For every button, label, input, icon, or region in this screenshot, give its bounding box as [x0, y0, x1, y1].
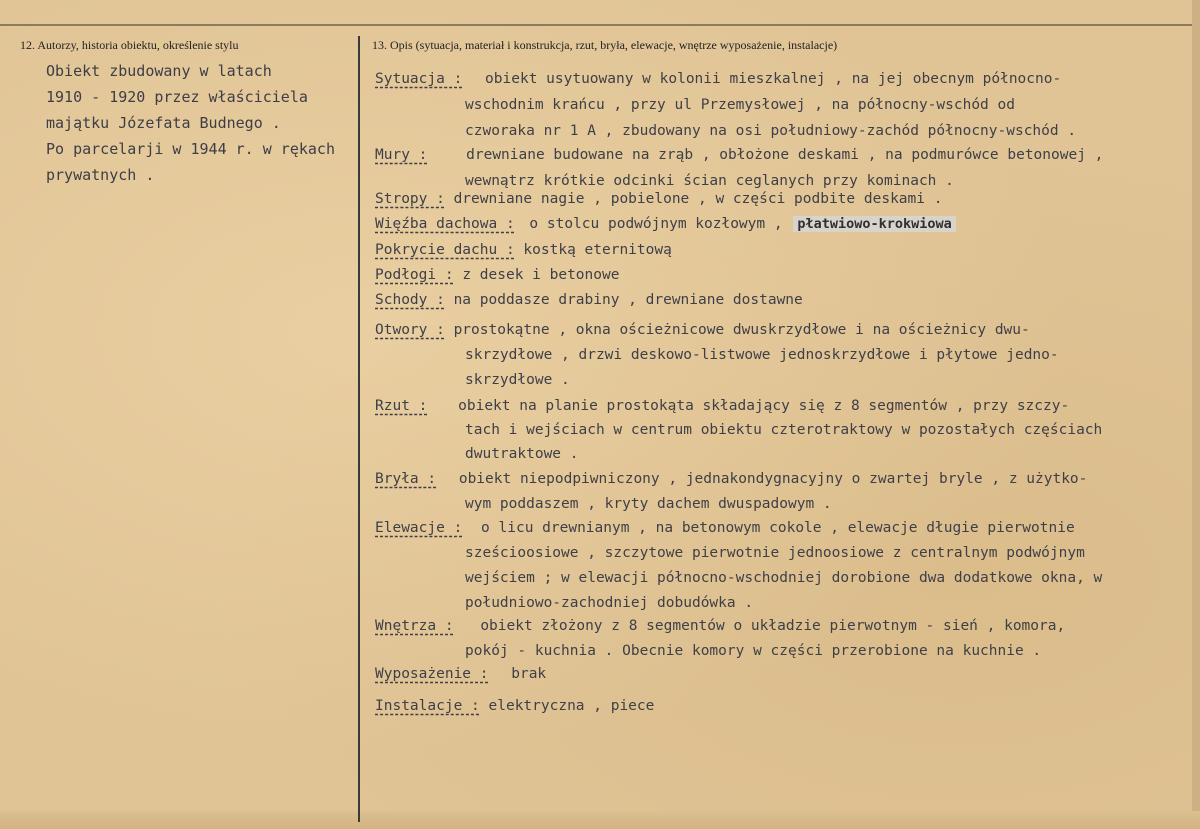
- otwory-line: skrzydłowe , drzwi deskowo-listwowe jednoskrzydłowe i płytowe jedno-: [465, 347, 1059, 363]
- podlogi-text: z desek i betonowe: [462, 267, 620, 283]
- section-elewacje: [375, 516, 1102, 616]
- section-pokrycie: [375, 242, 672, 258]
- history-line: majątku Józefata Budnego .: [46, 114, 281, 132]
- sytuacja-line: wschodnim krańcu , przy ul Przemysłowej , na północny-wschód od: [465, 97, 1015, 113]
- otwory-label: Otwory :: [375, 322, 445, 338]
- wnetrza-line: obiekt złożony z 8 segmentów o układzie pierwotnym - sień , komora,: [480, 618, 1066, 634]
- mury-line: wewnątrz krótkie odcinki ścian ceglanych przy kominach .: [465, 173, 954, 189]
- elewacje-line: sześcioosiowe , szczytowe pierwotnie jednoosiowe z centralnym podwójnym: [465, 545, 1085, 561]
- instalacje-text: elektryczna , piece: [488, 698, 655, 714]
- pokrycie-label: Pokrycie dachu :: [375, 242, 515, 258]
- section-wnetrza: [375, 614, 1065, 664]
- rzut-line: dwutraktowe .: [465, 446, 579, 462]
- section-mury: [375, 142, 1103, 194]
- history-line: Obiekt zbudowany w latach: [46, 62, 272, 80]
- otwory-line: prostokątne , okna ościeżnicowe dwuskrzydłowe i na ościeżnicy dwu-: [453, 322, 1030, 338]
- sytuacja-line: obiekt usytuowany w kolonii mieszkalnej , na jej obecnym północno-: [485, 71, 1062, 87]
- otwory-line: skrzydłowe .: [465, 372, 570, 388]
- wyposazenie-text: brak: [511, 666, 547, 682]
- elewacje-line: o licu drewnianym , na betonowym cokole , elewacje długie pierwotnie: [481, 520, 1075, 536]
- wyposazenie-label: Wyposażenie :: [375, 666, 489, 682]
- section-wyposazenie: [375, 666, 546, 682]
- section-instalacje: [375, 698, 654, 714]
- bryla-line: obiekt niepodpiwniczony , jednakondygnacyjny o zwartej bryle , z użytko-: [458, 471, 1088, 487]
- bryla-line: wym poddaszem , kryty dachem dwuspadowym .: [465, 496, 832, 512]
- wnetrza-label: Wnętrza :: [375, 618, 454, 634]
- section-schody: [375, 292, 803, 308]
- history-line: prywatnych .: [46, 166, 155, 184]
- bryla-label: Bryła :: [375, 471, 437, 487]
- mury-line: drewniane budowane na zrąb , obłożone deskami , na podmurówce betonowej ,: [466, 147, 1104, 163]
- section-wiezba: [375, 216, 956, 232]
- section-sytuacja: [375, 66, 1076, 144]
- top-rule: [0, 24, 1200, 26]
- history-line: 1910 - 1920 przez właściciela: [46, 88, 308, 106]
- page-bottom-edge: [0, 811, 1200, 829]
- section-rzut: [375, 394, 1102, 466]
- wnetrza-line: pokój - kuchnia . Obecnie komory w części przerobione na kuchnie .: [465, 643, 1042, 659]
- history-text: [46, 58, 364, 188]
- stropy-label: Stropy :: [375, 191, 445, 207]
- rzut-line: obiekt na planie prostokąta składający się z 8 segmentów , przy szczy-: [458, 398, 1070, 414]
- elewacje-line: wejściem ; w elewacji północno-wschodniej dorobione dwa dodatkowe okna, w: [465, 570, 1103, 586]
- section-bryla: [375, 467, 1087, 517]
- page-edge: [1192, 0, 1200, 829]
- schody-text: na poddasze drabiny , drewniane dostawne: [453, 292, 803, 308]
- schody-label: Schody :: [375, 292, 445, 308]
- sytuacja-label: Sytuacja :: [375, 71, 463, 87]
- section-otwory: [375, 318, 1059, 393]
- rzut-line: tach i wejściach w centrum obiektu czterotraktowy w pozostałych częściach: [465, 422, 1103, 438]
- section-12-header: 12. Autorzy, historia obiektu, określenie stylu: [20, 38, 239, 52]
- rzut-label: Rzut :: [375, 398, 428, 414]
- pokrycie-text: kostką eternitową: [523, 242, 672, 258]
- elewacje-label: Elewacje :: [375, 520, 463, 536]
- section-stropy: [375, 191, 942, 207]
- stropy-text: drewniane nagie , pobielone , w części podbite deskami .: [453, 191, 943, 207]
- wiezba-stamp: płatwiowo-krokwiowa: [793, 216, 955, 232]
- sytuacja-line: czworaka nr 1 A , zbudowany na osi południowy-zachód północny-wschód .: [465, 123, 1077, 139]
- history-line: Po parcelarji w 1944 r. w rękach: [46, 140, 335, 158]
- section-13-header: 13. Opis (sytuacja, materiał i konstrukcja, rzut, bryła, elewacje, wnętrze wyposażenie, instalacje): [372, 38, 838, 52]
- mury-label: Mury :: [375, 147, 428, 163]
- section-podlogi: [375, 267, 619, 283]
- elewacje-line: południowo-zachodniej dobudówka .: [465, 595, 754, 611]
- wiezba-text: o stolcu podwójnym kozłowym ,: [529, 216, 783, 232]
- wiezba-label: Więźba dachowa :: [375, 216, 515, 232]
- podlogi-label: Podłogi :: [375, 267, 454, 283]
- instalacje-label: Instalacje :: [375, 698, 480, 714]
